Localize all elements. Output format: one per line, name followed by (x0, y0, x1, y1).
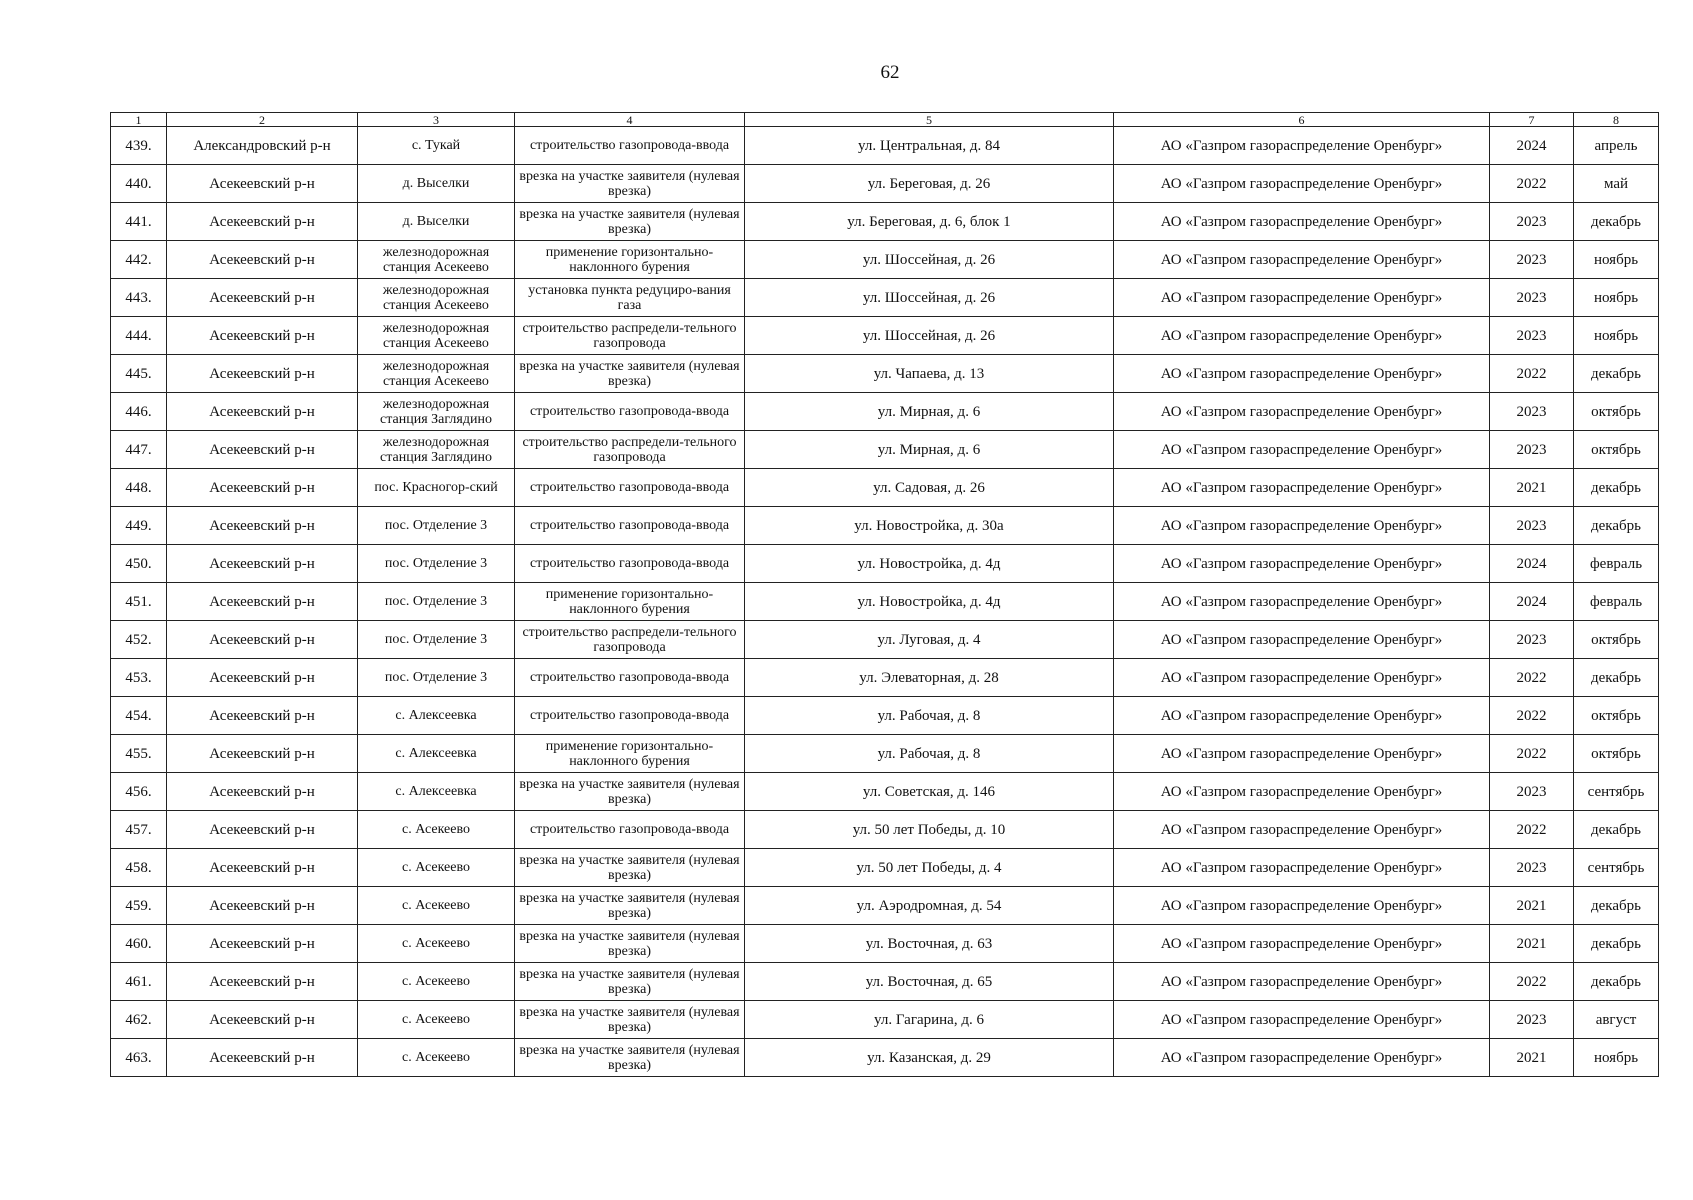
column-header: 4 (515, 113, 745, 127)
column-header: 6 (1114, 113, 1490, 127)
year-cell: 2021 (1490, 1039, 1574, 1077)
year-cell: 2023 (1490, 317, 1574, 355)
work-type-cell: строительство газопровода-ввода (515, 507, 745, 545)
district-cell: Асекеевский р-н (167, 1039, 358, 1077)
address-cell: ул. Садовая, д. 26 (745, 469, 1114, 507)
locality-cell: с. Асекеево (358, 925, 515, 963)
month-cell: февраль (1574, 545, 1659, 583)
table-row (111, 469, 1659, 507)
organization-cell: АО «Газпром газораспределение Оренбург» (1114, 583, 1490, 621)
work-type-cell: строительство газопровода-ввода (515, 469, 745, 507)
work-type-cell: врезка на участке заявителя (нулевая врезка) (515, 165, 745, 203)
row-number-cell: 456. (111, 773, 167, 811)
address-cell: ул. Гагарина, д. 6 (745, 1001, 1114, 1039)
table-row (111, 849, 1659, 887)
organization-cell: АО «Газпром газораспределение Оренбург» (1114, 431, 1490, 469)
locality-cell: с. Асекеево (358, 963, 515, 1001)
organization-cell: АО «Газпром газораспределение Оренбург» (1114, 849, 1490, 887)
row-number-cell: 446. (111, 393, 167, 431)
locality-cell: железнодорожная станция Заглядино (358, 431, 515, 469)
locality-cell: д. Выселки (358, 203, 515, 241)
row-number-cell: 448. (111, 469, 167, 507)
month-cell: сентябрь (1574, 773, 1659, 811)
address-cell: ул. Чапаева, д. 13 (745, 355, 1114, 393)
district-cell: Асекеевский р-н (167, 469, 358, 507)
row-number-cell: 462. (111, 1001, 167, 1039)
row-number-cell: 439. (111, 127, 167, 165)
month-cell: октябрь (1574, 431, 1659, 469)
header-row (111, 113, 1659, 127)
month-cell: декабрь (1574, 355, 1659, 393)
address-cell: ул. Луговая, д. 4 (745, 621, 1114, 659)
locality-cell: с. Асекеево (358, 887, 515, 925)
month-cell: февраль (1574, 583, 1659, 621)
table-row (111, 773, 1659, 811)
district-cell: Асекеевский р-н (167, 659, 358, 697)
district-cell: Асекеевский р-н (167, 773, 358, 811)
work-type-cell: строительство газопровода-ввода (515, 697, 745, 735)
address-cell: ул. Береговая, д. 26 (745, 165, 1114, 203)
column-header: 5 (745, 113, 1114, 127)
work-type-cell: применение горизонтально-наклонного бурения (515, 735, 745, 773)
organization-cell: АО «Газпром газораспределение Оренбург» (1114, 203, 1490, 241)
month-cell: ноябрь (1574, 317, 1659, 355)
address-cell: ул. Рабочая, д. 8 (745, 735, 1114, 773)
table-row (111, 317, 1659, 355)
table-row (111, 963, 1659, 1001)
district-cell: Асекеевский р-н (167, 241, 358, 279)
address-cell: ул. Аэродромная, д. 54 (745, 887, 1114, 925)
organization-cell: АО «Газпром газораспределение Оренбург» (1114, 545, 1490, 583)
month-cell: сентябрь (1574, 849, 1659, 887)
row-number-cell: 452. (111, 621, 167, 659)
table-row (111, 431, 1659, 469)
district-cell: Асекеевский р-н (167, 279, 358, 317)
month-cell: декабрь (1574, 963, 1659, 1001)
row-number-cell: 443. (111, 279, 167, 317)
year-cell: 2023 (1490, 241, 1574, 279)
address-cell: ул. Казанская, д. 29 (745, 1039, 1114, 1077)
row-number-cell: 453. (111, 659, 167, 697)
address-cell: ул. Советская, д. 146 (745, 773, 1114, 811)
organization-cell: АО «Газпром газораспределение Оренбург» (1114, 393, 1490, 431)
work-type-cell: врезка на участке заявителя (нулевая врезка) (515, 1039, 745, 1077)
row-number-cell: 457. (111, 811, 167, 849)
address-cell: ул. Береговая, д. 6, блок 1 (745, 203, 1114, 241)
organization-cell: АО «Газпром газораспределение Оренбург» (1114, 887, 1490, 925)
row-number-cell: 449. (111, 507, 167, 545)
organization-cell: АО «Газпром газораспределение Оренбург» (1114, 735, 1490, 773)
year-cell: 2024 (1490, 583, 1574, 621)
work-type-cell: строительство распредели-тельного газопровода (515, 621, 745, 659)
organization-cell: АО «Газпром газораспределение Оренбург» (1114, 1001, 1490, 1039)
address-cell: ул. Восточная, д. 65 (745, 963, 1114, 1001)
district-cell: Асекеевский р-н (167, 811, 358, 849)
district-cell: Асекеевский р-н (167, 925, 358, 963)
month-cell: октябрь (1574, 697, 1659, 735)
work-type-cell: строительство газопровода-ввода (515, 545, 745, 583)
address-cell: ул. Новостройка, д. 30а (745, 507, 1114, 545)
year-cell: 2023 (1490, 773, 1574, 811)
row-number-cell: 445. (111, 355, 167, 393)
year-cell: 2023 (1490, 507, 1574, 545)
locality-cell: пос. Отделение 3 (358, 583, 515, 621)
year-cell: 2023 (1490, 621, 1574, 659)
column-header: 3 (358, 113, 515, 127)
district-cell: Асекеевский р-н (167, 165, 358, 203)
district-cell: Асекеевский р-н (167, 887, 358, 925)
locality-cell: пос. Отделение 3 (358, 659, 515, 697)
address-cell: ул. Центральная, д. 84 (745, 127, 1114, 165)
year-cell: 2023 (1490, 203, 1574, 241)
organization-cell: АО «Газпром газораспределение Оренбург» (1114, 697, 1490, 735)
table-row (111, 165, 1659, 203)
district-cell: Асекеевский р-н (167, 735, 358, 773)
column-header: 8 (1574, 113, 1659, 127)
month-cell: октябрь (1574, 393, 1659, 431)
address-cell: ул. Элеваторная, д. 28 (745, 659, 1114, 697)
district-cell: Асекеевский р-н (167, 963, 358, 1001)
table-row (111, 127, 1659, 165)
table-row (111, 355, 1659, 393)
work-type-cell: врезка на участке заявителя (нулевая врезка) (515, 1001, 745, 1039)
locality-cell: с. Асекеево (358, 1001, 515, 1039)
row-number-cell: 447. (111, 431, 167, 469)
table-header (111, 113, 1659, 127)
row-number-cell: 463. (111, 1039, 167, 1077)
table-row (111, 735, 1659, 773)
month-cell: декабрь (1574, 925, 1659, 963)
year-cell: 2023 (1490, 393, 1574, 431)
address-cell: ул. Шоссейная, д. 26 (745, 317, 1114, 355)
page-number: 62 (880, 62, 900, 83)
table-row (111, 659, 1659, 697)
work-type-cell: строительство распредели-тельного газопровода (515, 431, 745, 469)
district-cell: Асекеевский р-н (167, 355, 358, 393)
row-number-cell: 460. (111, 925, 167, 963)
year-cell: 2022 (1490, 735, 1574, 773)
month-cell: декабрь (1574, 469, 1659, 507)
work-type-cell: врезка на участке заявителя (нулевая врезка) (515, 773, 745, 811)
address-cell: ул. Мирная, д. 6 (745, 431, 1114, 469)
locality-cell: железнодорожная станция Асекеево (358, 317, 515, 355)
locality-cell: пос. Отделение 3 (358, 545, 515, 583)
organization-cell: АО «Газпром газораспределение Оренбург» (1114, 165, 1490, 203)
month-cell: октябрь (1574, 735, 1659, 773)
row-number-cell: 454. (111, 697, 167, 735)
district-cell: Александровский р-н (167, 127, 358, 165)
year-cell: 2022 (1490, 355, 1574, 393)
work-type-cell: врезка на участке заявителя (нулевая врезка) (515, 203, 745, 241)
row-number-cell: 459. (111, 887, 167, 925)
table-row (111, 811, 1659, 849)
district-cell: Асекеевский р-н (167, 317, 358, 355)
organization-cell: АО «Газпром газораспределение Оренбург» (1114, 621, 1490, 659)
district-cell: Асекеевский р-н (167, 431, 358, 469)
year-cell: 2021 (1490, 469, 1574, 507)
row-number-cell: 444. (111, 317, 167, 355)
year-cell: 2022 (1490, 697, 1574, 735)
table-row (111, 279, 1659, 317)
locality-cell: железнодорожная станция Асекеево (358, 241, 515, 279)
locality-cell: пос. Отделение 3 (358, 621, 515, 659)
work-type-cell: применение горизонтально-наклонного бурения (515, 241, 745, 279)
work-type-cell: врезка на участке заявителя (нулевая врезка) (515, 849, 745, 887)
column-header: 1 (111, 113, 167, 127)
table-row (111, 393, 1659, 431)
locality-cell: д. Выселки (358, 165, 515, 203)
work-type-cell: применение горизонтально-наклонного бурения (515, 583, 745, 621)
table-row (111, 1039, 1659, 1077)
address-cell: ул. Новостройка, д. 4д (745, 583, 1114, 621)
organization-cell: АО «Газпром газораспределение Оренбург» (1114, 355, 1490, 393)
district-cell: Асекеевский р-н (167, 1001, 358, 1039)
locality-cell: железнодорожная станция Заглядино (358, 393, 515, 431)
row-number-cell: 440. (111, 165, 167, 203)
month-cell: май (1574, 165, 1659, 203)
month-cell: ноябрь (1574, 1039, 1659, 1077)
district-cell: Асекеевский р-н (167, 393, 358, 431)
address-cell: ул. Восточная, д. 63 (745, 925, 1114, 963)
row-number-cell: 441. (111, 203, 167, 241)
table-row (111, 507, 1659, 545)
address-cell: ул. Мирная, д. 6 (745, 393, 1114, 431)
table-row (111, 1001, 1659, 1039)
organization-cell: АО «Газпром газораспределение Оренбург» (1114, 925, 1490, 963)
work-type-cell: строительство газопровода-ввода (515, 811, 745, 849)
organization-cell: АО «Газпром газораспределение Оренбург» (1114, 127, 1490, 165)
address-cell: ул. 50 лет Победы, д. 10 (745, 811, 1114, 849)
column-header: 7 (1490, 113, 1574, 127)
district-cell: Асекеевский р-н (167, 849, 358, 887)
organization-cell: АО «Газпром газораспределение Оренбург» (1114, 963, 1490, 1001)
work-type-cell: врезка на участке заявителя (нулевая врезка) (515, 963, 745, 1001)
district-cell: Асекеевский р-н (167, 621, 358, 659)
organization-cell: АО «Газпром газораспределение Оренбург» (1114, 241, 1490, 279)
row-number-cell: 450. (111, 545, 167, 583)
locality-cell: с. Тукай (358, 127, 515, 165)
district-cell: Асекеевский р-н (167, 203, 358, 241)
month-cell: декабрь (1574, 887, 1659, 925)
year-cell: 2023 (1490, 849, 1574, 887)
locality-cell: с. Асекеево (358, 849, 515, 887)
table-row (111, 925, 1659, 963)
locality-cell: с. Асекеево (358, 811, 515, 849)
row-number-cell: 451. (111, 583, 167, 621)
table-row (111, 241, 1659, 279)
table-row (111, 697, 1659, 735)
organization-cell: АО «Газпром газораспределение Оренбург» (1114, 1039, 1490, 1077)
organization-cell: АО «Газпром газораспределение Оренбург» (1114, 659, 1490, 697)
month-cell: ноябрь (1574, 241, 1659, 279)
district-cell: Асекеевский р-н (167, 507, 358, 545)
address-cell: ул. 50 лет Победы, д. 4 (745, 849, 1114, 887)
work-type-cell: установка пункта редуциро-вания газа (515, 279, 745, 317)
year-cell: 2022 (1490, 811, 1574, 849)
locality-cell: железнодорожная станция Асекеево (358, 355, 515, 393)
table-body (111, 127, 1659, 1077)
work-type-cell: строительство газопровода-ввода (515, 393, 745, 431)
month-cell: октябрь (1574, 621, 1659, 659)
year-cell: 2021 (1490, 925, 1574, 963)
year-cell: 2021 (1490, 887, 1574, 925)
table-row (111, 621, 1659, 659)
month-cell: апрель (1574, 127, 1659, 165)
year-cell: 2024 (1490, 127, 1574, 165)
district-cell: Асекеевский р-н (167, 545, 358, 583)
district-cell: Асекеевский р-н (167, 697, 358, 735)
organization-cell: АО «Газпром газораспределение Оренбург» (1114, 773, 1490, 811)
row-number-cell: 458. (111, 849, 167, 887)
year-cell: 2024 (1490, 545, 1574, 583)
address-cell: ул. Рабочая, д. 8 (745, 697, 1114, 735)
year-cell: 2022 (1490, 165, 1574, 203)
address-cell: ул. Шоссейная, д. 26 (745, 279, 1114, 317)
work-type-cell: врезка на участке заявителя (нулевая врезка) (515, 355, 745, 393)
table-row (111, 203, 1659, 241)
month-cell: декабрь (1574, 203, 1659, 241)
year-cell: 2022 (1490, 659, 1574, 697)
month-cell: декабрь (1574, 507, 1659, 545)
address-cell: ул. Новостройка, д. 4д (745, 545, 1114, 583)
work-type-cell: строительство газопровода-ввода (515, 659, 745, 697)
month-cell: август (1574, 1001, 1659, 1039)
locality-cell: пос. Отделение 3 (358, 507, 515, 545)
month-cell: ноябрь (1574, 279, 1659, 317)
year-cell: 2022 (1490, 963, 1574, 1001)
organization-cell: АО «Газпром газораспределение Оренбург» (1114, 507, 1490, 545)
table-row (111, 887, 1659, 925)
row-number-cell: 442. (111, 241, 167, 279)
gasification-table (110, 112, 1659, 1077)
work-type-cell: строительство газопровода-ввода (515, 127, 745, 165)
row-number-cell: 455. (111, 735, 167, 773)
row-number-cell: 461. (111, 963, 167, 1001)
organization-cell: АО «Газпром газораспределение Оренбург» (1114, 469, 1490, 507)
locality-cell: с. Алексеевка (358, 697, 515, 735)
address-cell: ул. Шоссейная, д. 26 (745, 241, 1114, 279)
district-cell: Асекеевский р-н (167, 583, 358, 621)
month-cell: декабрь (1574, 811, 1659, 849)
year-cell: 2023 (1490, 1001, 1574, 1039)
organization-cell: АО «Газпром газораспределение Оренбург» (1114, 279, 1490, 317)
locality-cell: железнодорожная станция Асекеево (358, 279, 515, 317)
locality-cell: с. Алексеевка (358, 773, 515, 811)
column-header: 2 (167, 113, 358, 127)
work-type-cell: строительство распредели-тельного газопровода (515, 317, 745, 355)
locality-cell: с. Алексеевка (358, 735, 515, 773)
work-type-cell: врезка на участке заявителя (нулевая врезка) (515, 887, 745, 925)
locality-cell: пос. Красногор-ский (358, 469, 515, 507)
month-cell: декабрь (1574, 659, 1659, 697)
organization-cell: АО «Газпром газораспределение Оренбург» (1114, 317, 1490, 355)
year-cell: 2023 (1490, 431, 1574, 469)
organization-cell: АО «Газпром газораспределение Оренбург» (1114, 811, 1490, 849)
locality-cell: с. Асекеево (358, 1039, 515, 1077)
work-type-cell: врезка на участке заявителя (нулевая врезка) (515, 925, 745, 963)
table-row (111, 545, 1659, 583)
table-row (111, 583, 1659, 621)
year-cell: 2023 (1490, 279, 1574, 317)
